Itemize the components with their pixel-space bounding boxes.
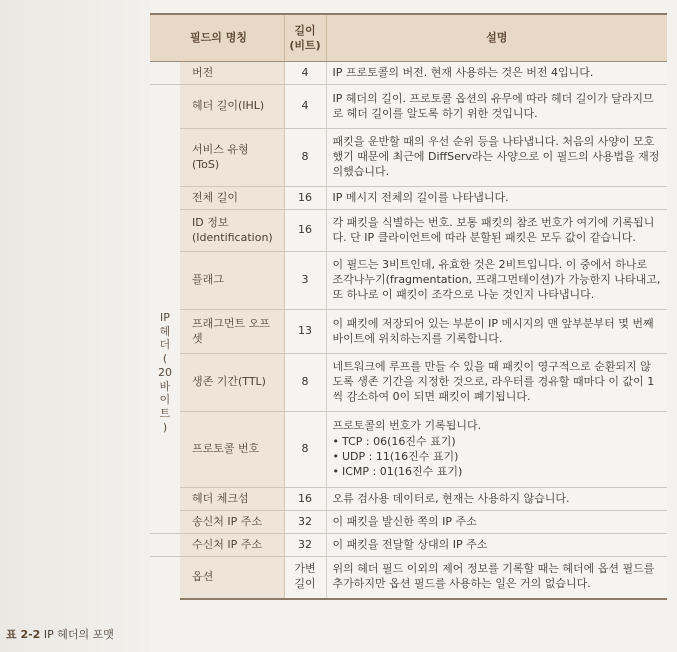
field-name: 송신처 IP 주소 xyxy=(180,511,284,534)
group-label-ip-header-20-bytes xyxy=(150,85,180,511)
table-row xyxy=(150,557,667,599)
table-row xyxy=(150,310,667,354)
field-name: 플래그 xyxy=(180,252,284,310)
field-length-line2: 길이 xyxy=(294,577,316,591)
field-description: 각 패킷을 식별하는 번호. 보통 패킷의 참조 번호가 여기에 기록됩니다. 단 IP 클라이언트에 따라 분할된 패킷은 모두 값이 같습니다. xyxy=(326,210,667,252)
field-length: 8 xyxy=(284,129,326,187)
header-length xyxy=(284,14,326,62)
table-row xyxy=(150,252,667,310)
field-name: 수신처 IP 주소 xyxy=(180,534,284,557)
group-label-char: IP xyxy=(160,310,170,324)
table-row xyxy=(150,187,667,210)
table-row xyxy=(150,488,667,511)
field-length: 16 xyxy=(284,187,326,210)
table-row xyxy=(150,62,667,85)
field-name: ID 정보 (Identification) xyxy=(180,210,284,252)
header-field-name: 필드의 명칭 xyxy=(150,14,284,62)
field-description: 위의 헤더 필드 이외의 제어 정보를 기록할 때는 헤더에 옵션 필드를 추가하지만 옵션 필드를 사용하는 일은 거의 없습니다. xyxy=(326,557,667,599)
group-label-char: 바 xyxy=(159,379,171,393)
field-description: 이 패킷을 발신한 쪽의 IP 주소 xyxy=(326,511,667,534)
table-row xyxy=(150,354,667,412)
group-label-char: 트 xyxy=(159,407,171,421)
header-length-line2: (비트) xyxy=(289,39,321,52)
group-label-char: 이 xyxy=(159,393,171,407)
field-description: IP 헤더의 길이. 프로토콜 옵션의 유무에 따라 헤더 길이가 달라지므로 헤더 길이를 알도록 하기 위한 것입니다. xyxy=(326,85,667,129)
field-description: IP 메시지 전체의 길이를 나타냅니다. xyxy=(326,187,667,210)
field-description: 이 필드는 3비트인데, 유효한 것은 2비트입니다. 이 중에서 하나로 조각나누기(fragmentation, 프래그먼테이션)가 가능한지 나타내고, 또 하나로 이 패킷이 조각으로 나눈 것인지 나타냅니다. xyxy=(326,252,667,310)
group-label-char: ) xyxy=(162,420,168,434)
caption-number: 표 2-2 xyxy=(6,628,41,641)
field-name: 생존 기간(TTL) xyxy=(180,354,284,412)
field-name: 옵션 xyxy=(180,557,284,599)
protocol-number-list xyxy=(333,435,662,480)
field-name: 헤더 체크섬 xyxy=(180,488,284,511)
list-item: • TCP : 06(16진수 표기) xyxy=(333,435,662,450)
table-row xyxy=(150,85,667,129)
table-caption xyxy=(6,626,114,642)
table-header-row xyxy=(150,14,667,62)
field-description-text: 프로토콜의 번호가 기록됩니다. xyxy=(332,419,482,433)
field-name: 전체 길이 xyxy=(180,187,284,210)
field-name: 헤더 길이(IHL) xyxy=(180,85,284,129)
field-length: 3 xyxy=(284,252,326,310)
field-description: 이 패킷을 전달할 상대의 IP 주소 xyxy=(326,534,667,557)
table-row xyxy=(150,534,667,557)
field-length: 4 xyxy=(284,85,326,129)
field-name: 서비스 유형 (ToS) xyxy=(180,129,284,187)
field-description: 네트워크에 루프를 만들 수 있을 때 패킷이 영구적으로 순환되지 않도록 생존 기간을 지정한 것으로, 라우터를 경유할 때마다 이 값이 1씩 감소하여 0이 되면 패킷이 폐기됩니다. xyxy=(326,354,667,412)
field-name: 프로토콜 번호 xyxy=(180,412,284,488)
field-description: 이 패킷에 저장되어 있는 부분이 IP 메시지의 맨 앞부분부터 몇 번째 바이트에 위치하는지를 기록합니다. xyxy=(326,310,667,354)
header-length-line1: 길이 xyxy=(294,23,316,37)
field-description: 패킷을 운반할 때의 우선 순위 등을 나타냅니다. 처음의 사양이 모호했기 때문에 최근에 DiffServ라는 사양으로 이 필드의 사용법을 재정의했습니다. xyxy=(326,129,667,187)
group-label-char: 20 xyxy=(158,365,172,379)
field-length: 4 xyxy=(284,62,326,85)
field-description xyxy=(326,412,667,488)
field-length: 32 xyxy=(284,534,326,557)
field-length: 13 xyxy=(284,310,326,354)
list-item: • UDP : 11(16진수 표기) xyxy=(333,450,662,465)
group-label-char: ( xyxy=(162,352,168,366)
group-label-char: 더 xyxy=(159,338,171,352)
field-name: 버전 xyxy=(180,62,284,85)
field-length: 16 xyxy=(284,488,326,511)
header-description: 설명 xyxy=(326,14,667,62)
table-row xyxy=(150,412,667,488)
table-row xyxy=(150,129,667,187)
field-length: 16 xyxy=(284,210,326,252)
group-label-char: 헤 xyxy=(159,324,171,338)
caption-text: IP 헤더의 포맷 xyxy=(43,628,114,641)
field-name: 프래그먼트 오프셋 xyxy=(180,310,284,354)
field-length: 32 xyxy=(284,511,326,534)
field-description: IP 프로토콜의 버전. 현재 사용하는 것은 버전 4입니다. xyxy=(326,62,667,85)
list-item: • ICMP : 01(16진수 표기) xyxy=(333,465,662,480)
field-length xyxy=(284,557,326,599)
ip-header-table xyxy=(150,13,667,600)
field-length-line1: 가변 xyxy=(294,562,316,576)
field-length: 8 xyxy=(284,354,326,412)
field-length: 8 xyxy=(284,412,326,488)
table-row xyxy=(150,511,667,534)
table-row xyxy=(150,210,667,252)
field-description: 오류 검사용 데이터로, 현재는 사용하지 않습니다. xyxy=(326,488,667,511)
